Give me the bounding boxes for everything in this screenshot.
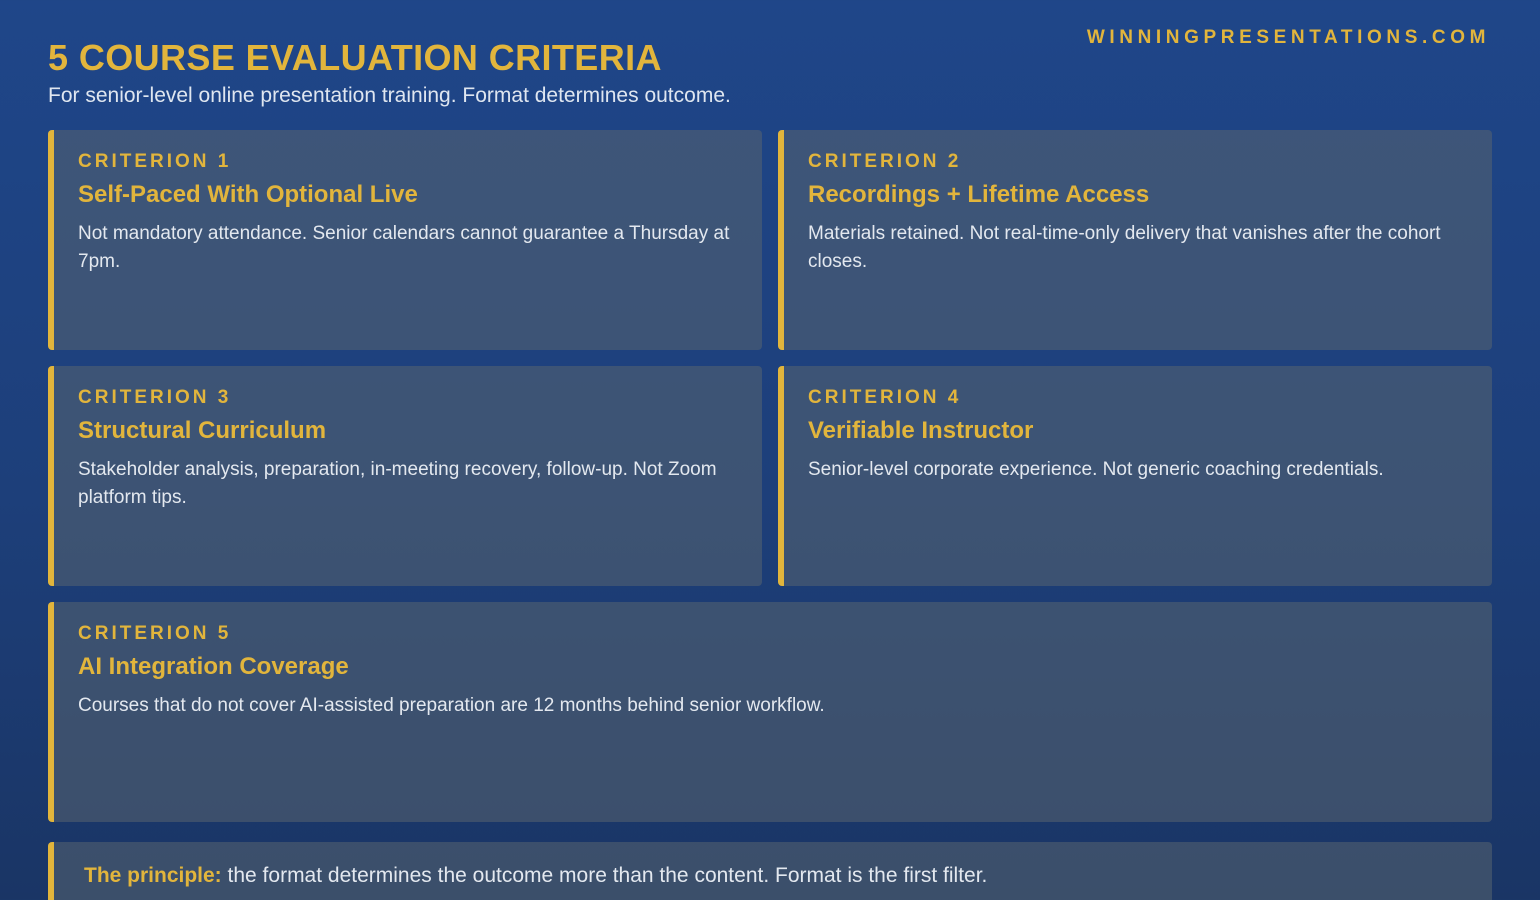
criterion-number: CRITERION 4: [808, 387, 962, 408]
criterion-card-4: [778, 366, 1492, 586]
criterion-heading: Structural Curriculum: [78, 417, 327, 444]
criterion-number: CRITERION 1: [78, 151, 232, 172]
criterion-heading: Self-Paced With Optional Live: [78, 181, 418, 208]
criterion-heading: Recordings + Lifetime Access: [808, 181, 1150, 208]
criterion-description: Not mandatory attendance. Senior calendars cannot guarantee a Thursday at 7pm.: [78, 223, 730, 272]
criterion-description: Stakeholder analysis, preparation, in-meeting recovery, follow-up. Not Zoom platform tips.: [78, 459, 717, 508]
criterion-description: Materials retained. Not real-time-only delivery that vanishes after the cohort closes.: [808, 223, 1441, 272]
criterion-number: CRITERION 3: [78, 387, 232, 408]
principle-text: the format determines the outcome more than the content. Format is the first filter.: [227, 864, 988, 887]
page-subtitle: For senior-level online presentation training. Format determines outcome.: [48, 84, 731, 107]
criterion-heading: AI Integration Coverage: [78, 653, 349, 680]
page-title: 5 COURSE EVALUATION CRITERIA: [48, 37, 662, 78]
principle-callout: [48, 842, 1492, 900]
criterion-card-5: [48, 602, 1492, 822]
criterion-card-1: [48, 130, 762, 350]
criterion-description: Senior-level corporate experience. Not generic coaching credentials.: [808, 459, 1384, 480]
criterion-card-3: [48, 366, 762, 586]
brand-website: WINNINGPRESENTATIONS.COM: [1086, 27, 1490, 48]
criterion-description: Courses that do not cover AI-assisted preparation are 12 months behind senior workflow.: [78, 695, 825, 716]
principle-label: The principle:: [84, 864, 222, 887]
criterion-number: CRITERION 5: [78, 623, 232, 644]
criterion-heading: Verifiable Instructor: [808, 417, 1034, 444]
criterion-number: CRITERION 2: [808, 151, 962, 172]
criterion-card-2: [778, 130, 1492, 350]
